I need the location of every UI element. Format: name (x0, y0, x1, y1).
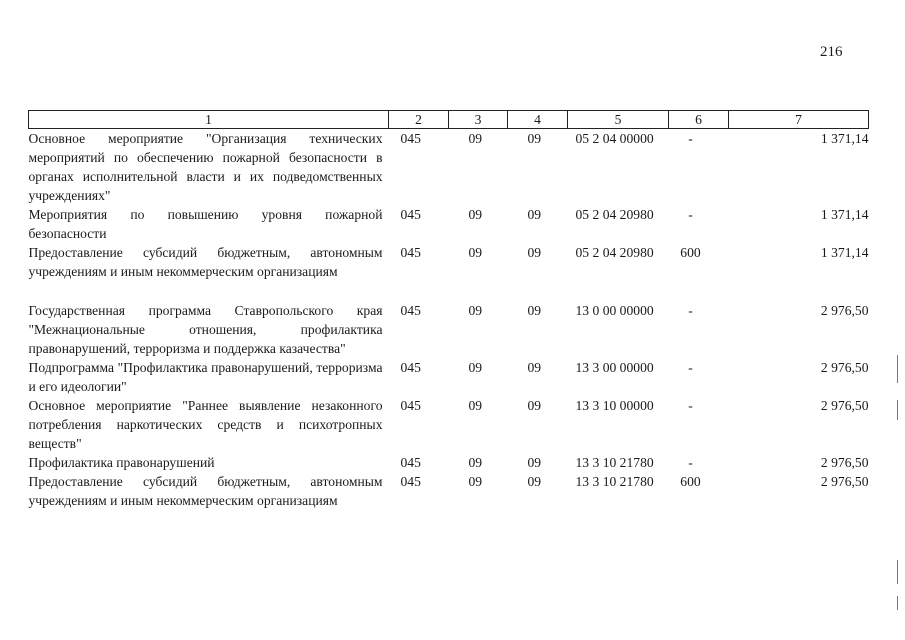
row-code-5: 13 3 00 00000 (575, 360, 654, 375)
col-header-4: 4 (508, 111, 568, 129)
row-code-6: - (688, 303, 693, 318)
row-name: Предоставление субсидий бюджетным, автономным учреждениям и иным некоммерческим организациям (28, 245, 383, 279)
row-amount: 2 976,50 (820, 360, 869, 375)
row-code-3: 09 (468, 455, 483, 470)
col-header-1: 1 (29, 111, 389, 129)
row-name: Основное мероприятие "Раннее выявление незаконного потребления наркотических средств и психотропных веществ" (28, 398, 383, 451)
row-code-3: 09 (468, 245, 483, 260)
row-code-4: 09 (527, 455, 542, 470)
table-row (29, 396, 869, 453)
row-code-2: 045 (400, 245, 421, 260)
row-code-3: 09 (468, 303, 483, 318)
row-code-6: 600 (680, 474, 701, 489)
col-header-5: 5 (568, 111, 669, 129)
row-name: Профилактика правонарушений (28, 455, 215, 470)
table-row (29, 205, 869, 243)
row-code-5: 13 3 10 00000 (575, 398, 654, 413)
row-code-2: 045 (400, 131, 421, 146)
scan-edge-mark (897, 355, 898, 383)
row-code-2: 045 (400, 398, 421, 413)
table-row (29, 472, 869, 510)
row-code-4: 09 (527, 360, 542, 375)
row-amount: 2 976,50 (820, 398, 869, 413)
row-code-3: 09 (468, 207, 483, 222)
row-amount: 1 371,14 (820, 131, 869, 146)
row-code-4: 09 (527, 398, 542, 413)
table-row (29, 129, 869, 206)
spacer-row (29, 281, 869, 301)
row-code-3: 09 (468, 398, 483, 413)
row-code-6: - (688, 360, 693, 375)
row-code-6: - (688, 131, 693, 146)
row-name: Основное мероприятие "Организация технических мероприятий по обеспечению пожарной безопасности в органах исполнительной власти и их подведомственных учреждениях" (28, 131, 383, 203)
page-number: 216 (820, 44, 843, 60)
col-header-6: 6 (669, 111, 729, 129)
row-code-2: 045 (400, 207, 421, 222)
row-amount: 2 976,50 (820, 303, 869, 318)
col-header-2: 2 (389, 111, 449, 129)
row-code-5: 05 2 04 20980 (575, 207, 654, 222)
row-amount: 2 976,50 (820, 455, 869, 470)
row-code-2: 045 (400, 474, 421, 489)
row-code-2: 045 (400, 360, 421, 375)
row-code-2: 045 (400, 303, 421, 318)
row-code-4: 09 (527, 131, 542, 146)
row-code-5: 05 2 04 00000 (575, 131, 654, 146)
table-row (29, 243, 869, 281)
row-code-5: 13 3 10 21780 (575, 455, 654, 470)
table-row (29, 301, 869, 358)
row-code-6: - (688, 455, 693, 470)
row-code-6: - (688, 207, 693, 222)
row-code-4: 09 (527, 303, 542, 318)
row-code-6: - (688, 398, 693, 413)
row-name: Подпрограмма "Профилактика правонарушений, терроризма и его идеологии" (28, 360, 383, 394)
row-code-5: 05 2 04 20980 (575, 245, 654, 260)
row-amount: 1 371,14 (820, 245, 869, 260)
row-name: Государственная программа Ставропольского края "Межнациональные отношения, профилактика правонарушений, терроризма и поддержка казачества" (28, 303, 383, 356)
col-header-3: 3 (449, 111, 508, 129)
row-name: Мероприятия по повышению уровня пожарной безопасности (28, 207, 383, 241)
row-code-2: 045 (400, 455, 421, 470)
row-code-4: 09 (527, 207, 542, 222)
col-header-7: 7 (729, 111, 869, 129)
scan-edge-mark (897, 560, 898, 584)
row-code-5: 13 0 00 00000 (575, 303, 654, 318)
table-row (29, 358, 869, 396)
scan-edge-mark (897, 596, 898, 610)
row-code-6: 600 (680, 245, 701, 260)
row-code-4: 09 (527, 474, 542, 489)
header-row (29, 111, 869, 129)
row-name: Предоставление субсидий бюджетным, автономным учреждениям и иным некоммерческим организациям (28, 474, 383, 508)
table-row (29, 453, 869, 472)
row-code-3: 09 (468, 474, 483, 489)
row-code-3: 09 (468, 360, 483, 375)
row-code-5: 13 3 10 21780 (575, 474, 654, 489)
row-amount: 2 976,50 (820, 474, 869, 489)
budget-table (28, 110, 869, 510)
row-amount: 1 371,14 (820, 207, 869, 222)
scan-edge-mark (897, 400, 898, 420)
row-code-3: 09 (468, 131, 483, 146)
row-code-4: 09 (527, 245, 542, 260)
